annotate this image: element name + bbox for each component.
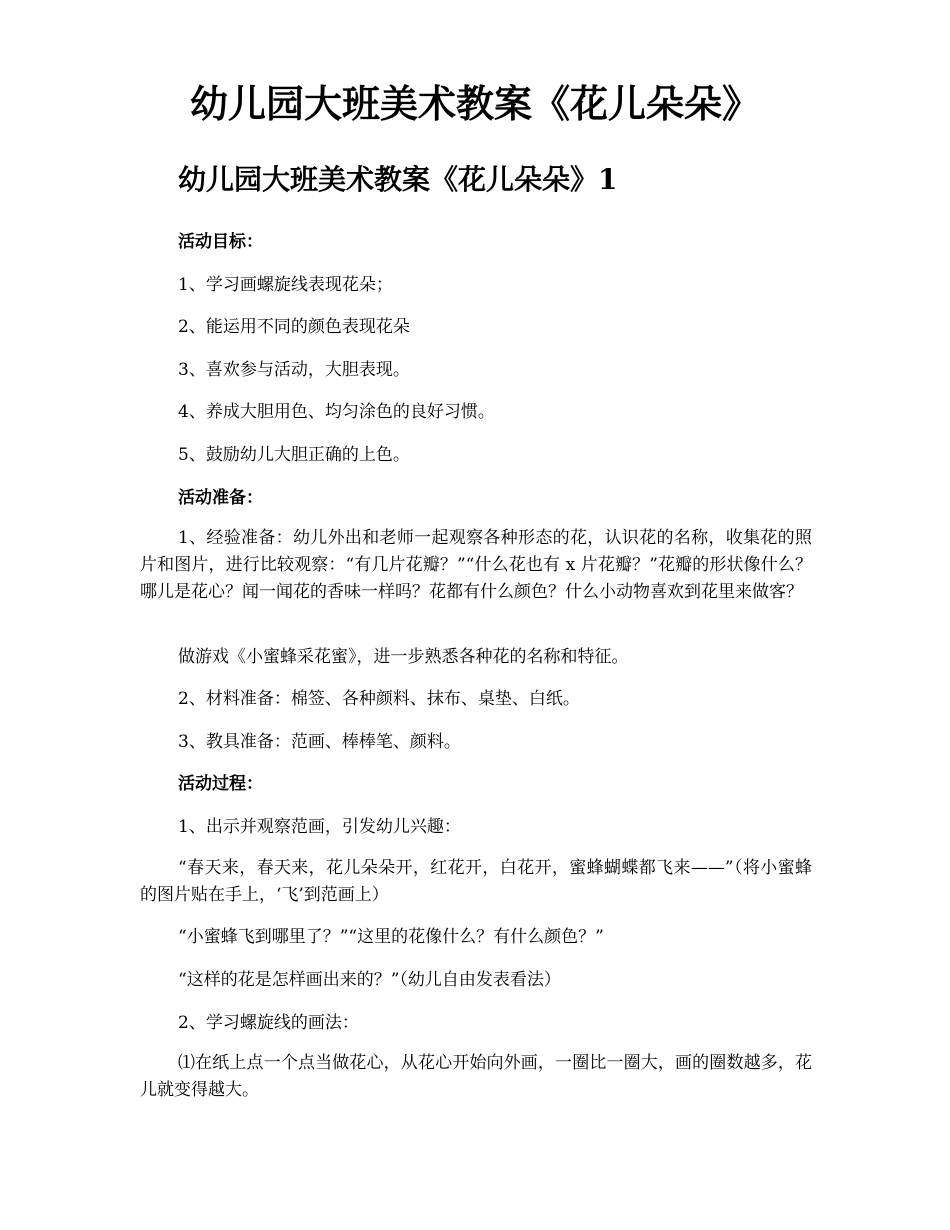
goal-item: 4、养成大胆用色、均匀涂色的良好习惯。	[178, 402, 495, 422]
prep-paragraph: 1、经验准备：幼儿外出和老师一起观察各种形态的花，认识花的名称，收集花的照片和图片，进行比较观察：“有几片花瓣？”“什么花也有 x 片花瓣？”花瓣的形状像什么？哪儿是花心？闻一闻花的香味一样吗？花都有什么颜色？什么小动物喜欢到花里来做客？	[140, 528, 812, 602]
section-title: 幼儿园大班美术教案《花儿朵朵》1	[178, 163, 618, 196]
process-paragraph: “小蜜蜂飞到哪里了？”“这里的花像什么？有什么颜色？”	[178, 927, 604, 947]
goal-item: 5、鼓励幼儿大胆正确的上色。	[178, 445, 410, 465]
prep-paragraph: 2、材料准备：棉签、各种颜料、抹布、桌垫、白纸。	[178, 689, 580, 709]
goal-item: 1、学习画螺旋线表现花朵；	[178, 275, 393, 295]
process-paragraph: “春天来，春天来，花儿朵朵开，红花开，白花开，蜜蜂蝴蝶都飞来——”（将小蜜蜂的图片贴在手上，‘飞’到范画上）	[140, 858, 812, 905]
process-paragraph: ⑴在纸上点一个点当做花心，从花心开始向外画，一圈比一圈大，画的圈数越多，花儿就变得越大。	[140, 1053, 812, 1100]
process-paragraph: “这样的花是怎样画出来的？”（幼儿自由发表看法）	[178, 970, 561, 990]
process-paragraph: 1、出示并观察范画，引发幼儿兴趣：	[178, 817, 461, 837]
goal-item: 2、能运用不同的颜色表现花朵	[178, 317, 410, 337]
document-title: 幼儿园大班美术教案《花儿朵朵》	[189, 81, 760, 126]
goal-item: 3、喜欢参与活动，大胆表现。	[178, 360, 410, 380]
prep-paragraph: 做游戏《小蜜蜂采花蜜》，进一步熟悉各种花的名称和特征。	[178, 647, 629, 667]
prep-heading: 活动准备：	[178, 488, 263, 508]
goals-heading: 活动目标：	[178, 232, 263, 252]
process-paragraph: 2、学习螺旋线的画法：	[178, 1013, 359, 1033]
process-heading: 活动过程：	[178, 774, 263, 794]
prep-paragraph: 3、教具准备：范画、棒棒笔、颜料。	[178, 732, 461, 752]
